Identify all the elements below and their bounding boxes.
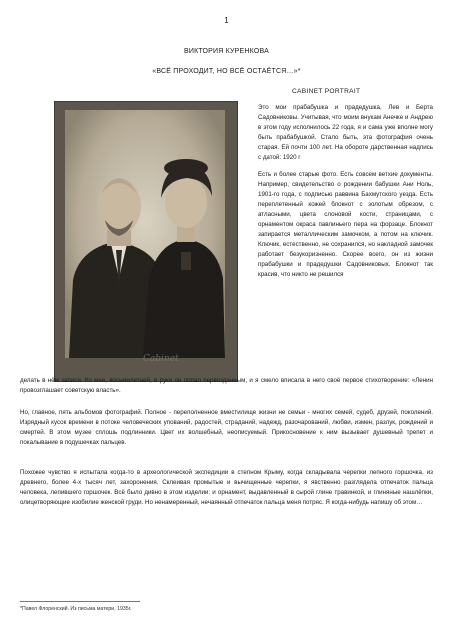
documents-paragraph: Есть и более старые фото. Есть совсем ветхие документы. Например, свидетельство о рождении бабушки Ани Ноль, 1901-го года, с подписью раввина Бахмутского уезда. Есть переплетенный кожей блокнот с золотым обрезом, с атласными, цвета слоновой кости, страницами, с орнаментом окраса павлиньего пера на форзаце. Блокнот запирается металлическим замочком, а потом на ключик. Ключик, естественно, не сохранился, но накладной замочек работает безукоризненно. Скорее всего, он из жизни прабабушки и прадедушки Садовниковых. Блокнот так красив, что никто не решился xyxy=(258,171,433,278)
photo-caption: CABINET PORTRAIT xyxy=(292,88,361,95)
continuation-paragraph xyxy=(20,376,433,396)
paragraph-text: делать в нём записи. Ко мне, восьмилетней, в руки он попал первозданным, и я смело вписала в него своё первое стихотворение: «Ленин провозглашает советскую власть». xyxy=(20,377,433,394)
archaeology-paragraph xyxy=(20,468,433,508)
paragraph-text: Но, главное, пять альбомов фотографий. Полное - переполненное вместилище жизни не семьи - многих семей, судеб, друзей, поколений. Изрядный кусок времени в потоке человеческих упований, радостей, страданий, надежд, разочарований, любви, измен, разлук, рождений и смертей. В этом музее сплошь подлинники. Цвет их волшебный, неописуемый. Прикосновение к ним вызывает душевный трепет и покалывание в подушечках пальцев. xyxy=(20,409,433,446)
portrait-illustration xyxy=(65,110,225,358)
author-name: ВИКТОРИЯ КУРЕНКОВА xyxy=(183,48,270,55)
footnote: *Павел Флоренский. Из письма матери, 1935г. xyxy=(20,606,132,612)
photo-image xyxy=(65,110,225,358)
photo-stamp: Cabinet xyxy=(143,354,179,364)
paragraph-text: Похожее чувство я испытала когда-то в археологической экспедиции в степном Крыму, когда складывала черепки лепного горшочка, из древнего, более 4-х тысяч лет, захоронения. Склеивая промытые и вычищенные черепки, я явственно разглядела отпечаток пальца человека, лепившего горшочек. Всё было дивно в этом изделии: и орнамент, выдавленный в сырой глине травинкой, и глиняные нашлёпки, олицетворяющие изобилие женской груди. Но ненамеренный, нечаянный отпечаток пальца меня потряс. Я когда-нибудь напишу об этом… xyxy=(20,469,433,506)
work-title: «ВСЁ ПРОХОДИТ, НО ВСЁ ОСТАЁТСЯ…»* xyxy=(152,68,301,75)
footnote-divider xyxy=(20,601,140,602)
intro-paragraph: Это мои прабабушка и прадедушка, Лев и Берта Садовниковы. Учитывая, что моим внукам Анечке и Андрею в этом году исполнилось 22 года, я и сама уже вполне могу быть прабабушкой. Стало быть, эта фотография очень старая. Ей почти 100 лет. На обороте дарственная надпись с датой: 1920 г xyxy=(258,104,433,161)
portrait-photo xyxy=(54,101,238,382)
albums-paragraph xyxy=(20,408,433,448)
page-number: 1 xyxy=(224,16,229,25)
right-column-text xyxy=(258,103,433,287)
